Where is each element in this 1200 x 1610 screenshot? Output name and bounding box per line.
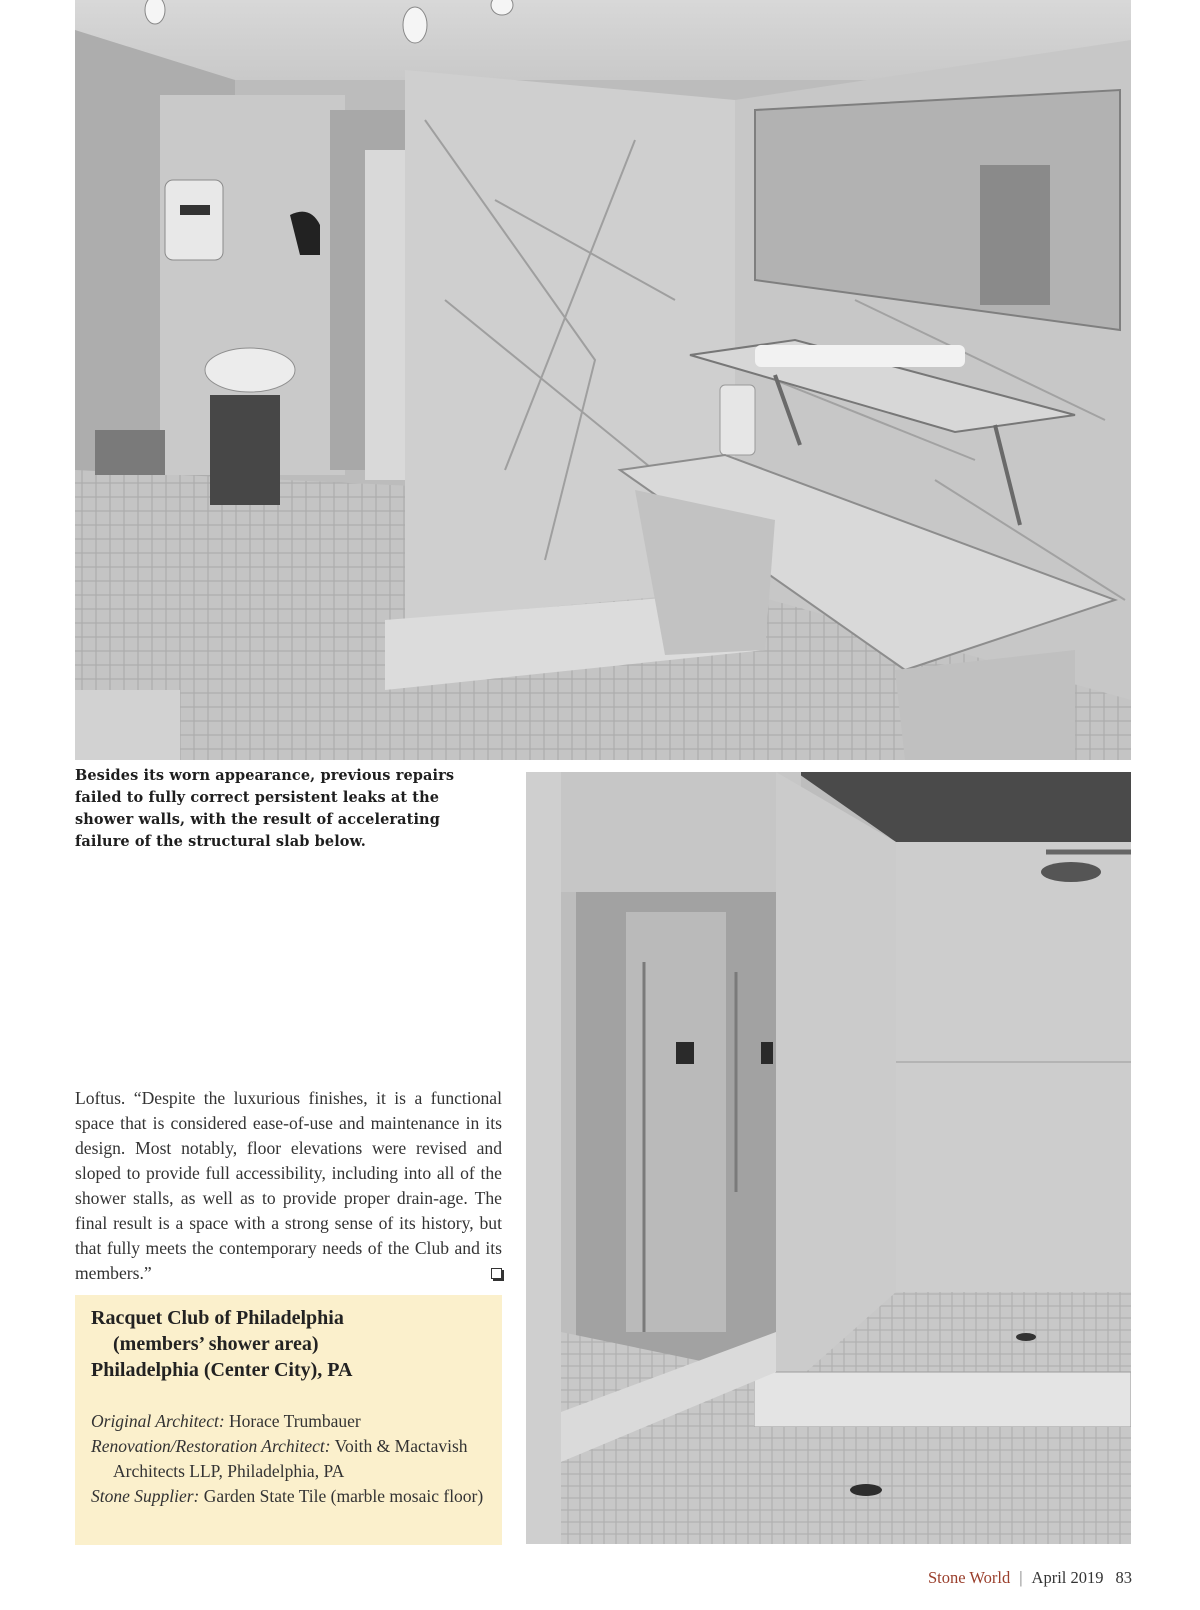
credit-original-architect <box>91 1409 486 1434</box>
credit-value: Voith & Mactavish Architects LLP, Philadelphia, PA <box>113 1436 468 1481</box>
footer-divider: | <box>1019 1568 1023 1587</box>
issue-date: April 2019 <box>1031 1568 1104 1587</box>
credit-stone-supplier <box>91 1484 486 1509</box>
project-title-line-3: Philadelphia (Center City), PA <box>91 1359 353 1381</box>
project-title-line-1: Racquet Club of Philadelphia <box>91 1307 344 1329</box>
project-info-box <box>75 1295 502 1545</box>
end-of-article-icon <box>491 1268 502 1279</box>
credit-role: Stone Supplier: <box>91 1486 200 1506</box>
page-number: 83 <box>1115 1568 1132 1587</box>
photo-caption: Besides its worn appearance, previous repairs failed to fully correct persistent leaks at the shower walls, with the result of accelerating failure of the structural slab below. <box>75 767 455 850</box>
body-paragraph: Loftus. “Despite the luxurious finishes, it is a functional space that is considered ease-of-use and maintenance in its design. Most notably, floor elevations were revised and sloped to provide full accessibility, including into all of the shower stalls, as well as to provide proper drain-age. The final result is a space with a strong sense of its history, but that fully meets the contemporary needs of the Club and its members.” <box>75 1088 502 1283</box>
article-body-text <box>75 1086 502 1286</box>
locker-room-photo-top <box>75 0 1131 760</box>
shower-stalls-photo <box>526 772 1131 1544</box>
project-title-line-2: (members’ shower area) <box>113 1333 319 1355</box>
page-footer <box>928 1568 1132 1588</box>
magazine-name: Stone World <box>927 1568 1011 1587</box>
credit-role: Renovation/Restoration Architect: <box>91 1436 331 1456</box>
project-title <box>91 1305 486 1383</box>
credit-role: Original Architect: <box>91 1411 225 1431</box>
credit-value: Horace Trumbauer <box>229 1411 361 1431</box>
credit-renovation-architect <box>91 1434 486 1484</box>
credit-value: Garden State Tile (marble mosaic floor) <box>203 1486 484 1506</box>
project-credits <box>91 1409 486 1509</box>
